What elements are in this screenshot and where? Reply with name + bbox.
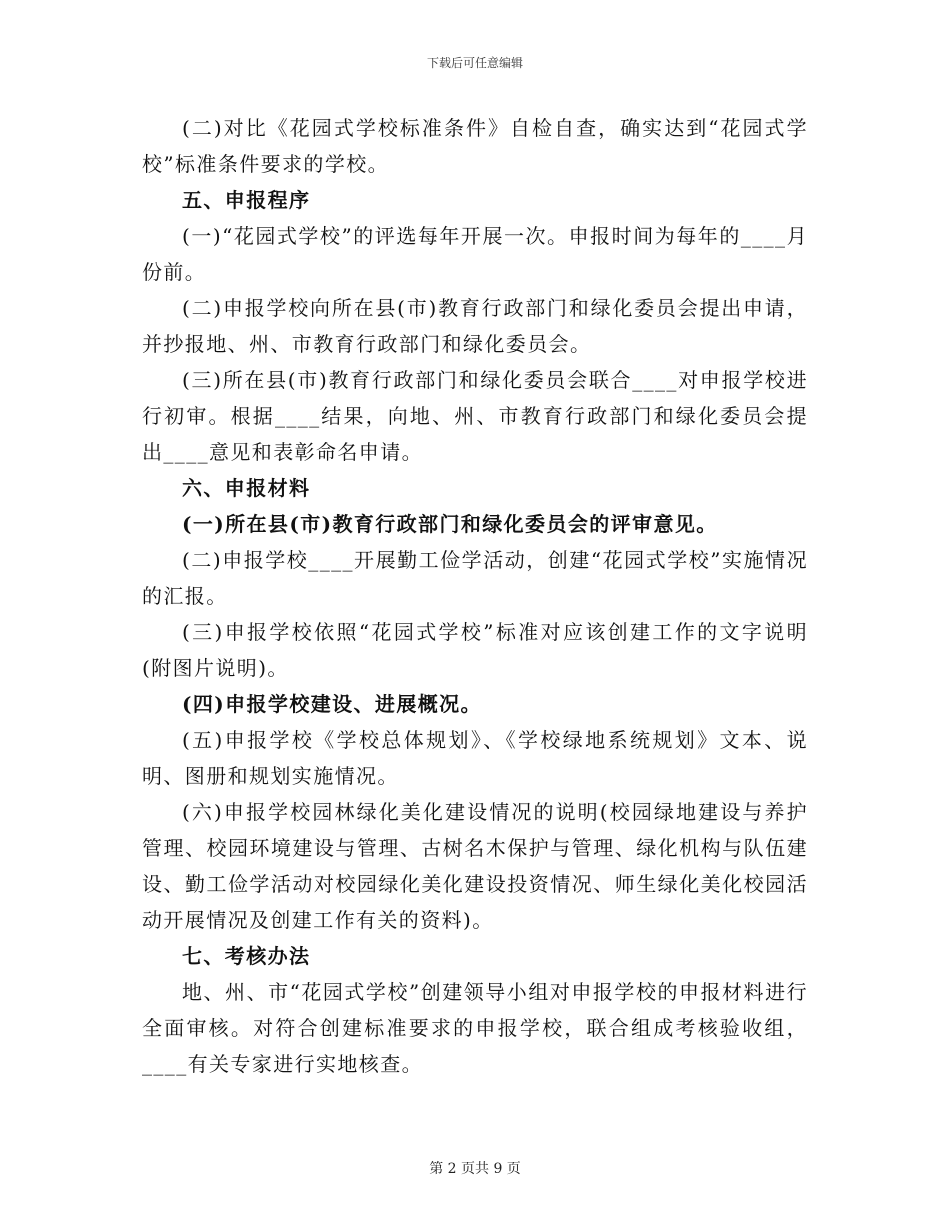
paragraph-procedure-2: (二)申报学校向所在县(市)教育行政部门和绿化委员会提出申请，并抄报地、州、市教育行政部门和绿化委员会。 [142, 296, 808, 356]
heading-application-procedure: 五、申报程序 [182, 188, 311, 212]
page-header: 下载后可任意编辑 [426, 56, 523, 70]
heading-application-materials: 六、申报材料 [182, 476, 311, 500]
heading-assessment-method: 七、考核办法 [182, 944, 311, 968]
paragraph-procedure-1: (一)“花园式学校”的评选每年开展一次。申报时间为每年的____月份前。 [142, 224, 808, 284]
paragraph-criteria-2: (二)对比《花园式学校标准条件》自检自查，确实达到“花园式学校”标准条件要求的学校。 [142, 116, 808, 176]
paragraph-materials-2: (二)申报学校____开展勤工俭学活动，创建“花园式学校”实施情况的汇报。 [142, 548, 808, 608]
paragraph-procedure-3: (三)所在县(市)教育行政部门和绿化委员会联合____对申报学校进行初审。根据____结果，向地、州、市教育行政部门和绿化委员会提出____意见和表彰命名申请。 [142, 368, 808, 464]
paragraph-materials-5: (五)申报学校《学校总体规划》、《学校绿地系统规划》文本、说明、图册和规划实施情况。 [142, 728, 808, 788]
paragraph-materials-3: (三)申报学校依照“花园式学校”标准对应该创建工作的文字说明(附图片说明)。 [142, 620, 808, 680]
paragraph-materials-6: (六)申报学校园林绿化美化建设情况的说明(校园绿地建设与养护管理、校园环境建设与管理、古树名木保护与管理、绿化机构与队伍建设、勤工俭学活动对校园绿化美化建设投资情况、师生绿化美化校园活动开展情况及创建工作有关的资料)。 [142, 800, 808, 932]
paragraph-materials-4: (四)申报学校建设、进展概况。 [182, 692, 482, 716]
page-footer: 第 2 页共 9 页 [429, 1161, 521, 1177]
paragraph-assessment: 地、州、市“花园式学校”创建领导小组对申报学校的申报材料进行全面审核。对符合创建标准要求的申报学校，联合组成考核验收组，____有关专家进行实地核查。 [142, 980, 808, 1076]
document-body [142, 110, 808, 1082]
paragraph-materials-1: (一)所在县(市)教育行政部门和绿化委员会的评审意见。 [182, 512, 718, 536]
